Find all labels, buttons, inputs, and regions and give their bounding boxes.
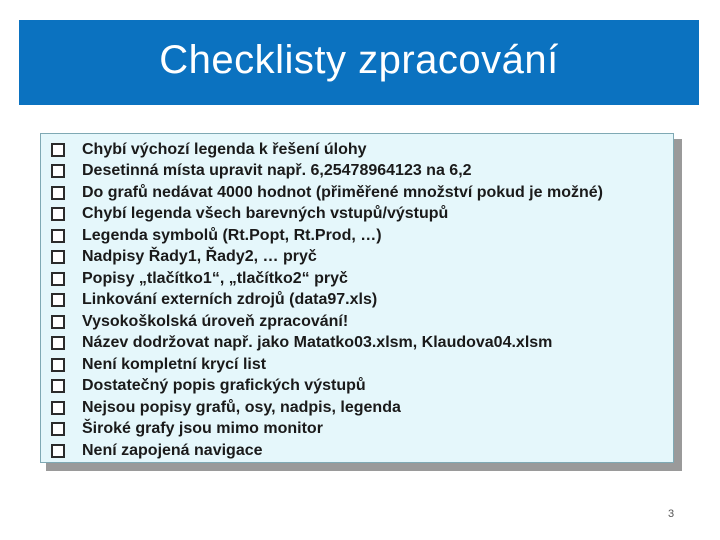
checklist-item-label: Desetinná místa upravit např. 6,25478964123 na 6,2 <box>82 162 472 180</box>
checkbox-icon <box>51 143 65 157</box>
checklist-item-label: Popisy „tlačítko1“, „tlačítko2“ pryč <box>82 269 348 287</box>
checkbox-icon <box>51 272 65 286</box>
checklist-item <box>51 440 603 462</box>
checklist-item <box>51 419 603 441</box>
checkbox-icon <box>51 315 65 329</box>
checklist-item-label: Vysokoškolská úroveň zpracování! <box>82 312 349 330</box>
checklist-item <box>51 268 603 290</box>
checklist-item-label: Široké grafy jsou mimo monitor <box>82 420 323 438</box>
checkbox-icon <box>51 229 65 243</box>
checklist-item-label: Dostatečný popis grafických výstupů <box>82 377 366 395</box>
checklist-item <box>51 182 603 204</box>
checklist-box <box>40 133 674 463</box>
checkbox-icon <box>51 250 65 264</box>
checklist-item <box>51 139 603 161</box>
checklist-item <box>51 311 603 333</box>
checklist-item-label: Do grafů nedávat 4000 hodnot (přiměřené množství pokud je možné) <box>82 183 603 201</box>
checkbox-icon <box>51 401 65 415</box>
page-number: 3 <box>668 508 675 520</box>
checkbox-icon <box>51 379 65 393</box>
checklist-item <box>51 204 603 226</box>
checkbox-icon <box>51 422 65 436</box>
checklist-item <box>51 376 603 398</box>
checklist <box>51 139 603 462</box>
checklist-item-label: Není kompletní krycí list <box>82 355 267 373</box>
title-bar <box>19 20 699 105</box>
checkbox-icon <box>51 207 65 221</box>
checklist-item-label: Nadpisy Řady1, Řady2, … pryč <box>82 248 317 266</box>
checklist-item-label: Název dodržovat např. jako Matatko03.xlsm, Klaudova04.xlsm <box>82 334 553 352</box>
checkbox-icon <box>51 164 65 178</box>
checklist-item-label: Nejsou popisy grafů, osy, nadpis, legenda <box>82 398 401 416</box>
checkbox-icon <box>51 358 65 372</box>
checklist-item <box>51 161 603 183</box>
checklist-item-label: Není zapojená navigace <box>82 441 263 459</box>
checklist-item <box>51 397 603 419</box>
checklist-item-label: Chybí legenda všech barevných vstupů/výstupů <box>82 205 449 223</box>
checklist-item-label: Linkování externích zdrojů (data97.xls) <box>82 291 378 309</box>
checklist-item <box>51 247 603 269</box>
checklist-item-label: Chybí výchozí legenda k řešení úlohy <box>82 140 367 158</box>
checkbox-icon <box>51 293 65 307</box>
checkbox-icon <box>51 444 65 458</box>
checklist-item <box>51 290 603 312</box>
checklist-item-label: Legenda symbolů (Rt.Popt, Rt.Prod, …) <box>82 226 382 244</box>
slide-title: Checklisty zpracování <box>159 38 559 82</box>
checkbox-icon <box>51 336 65 350</box>
checklist-item <box>51 354 603 376</box>
checklist-item <box>51 225 603 247</box>
checkbox-icon <box>51 186 65 200</box>
checklist-item <box>51 333 603 355</box>
